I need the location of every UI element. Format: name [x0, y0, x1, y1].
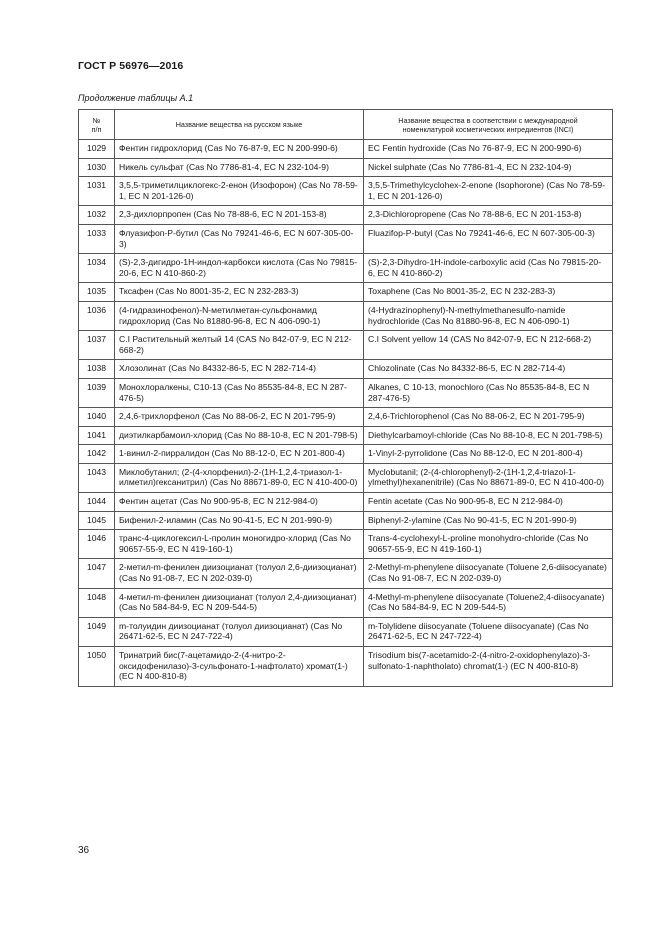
table-row: [79, 463, 613, 492]
row-inci-name: 1-Vinyl-2-pyrrolidone (Cas No 88-12-0, EC N 201-800-4): [364, 445, 613, 464]
row-number: 1048: [79, 588, 115, 617]
row-russian-name: Хлозолинат (Cas No 84332-86-5, EC N 282-714-4): [115, 360, 364, 379]
table-row: [79, 559, 613, 588]
table-row: [79, 206, 613, 225]
row-russian-name: 3,5,5-триметилциклогекс-2-енон (Изофорон) (Cas No 78-59-1, EC N 201-126-0): [115, 177, 364, 206]
row-russian-name: m-толуидин диизоцианат (толуол диизоцианат) (Cas No 26471-62-5, EC N 247-722-4): [115, 617, 364, 646]
row-inci-name: Myclobutanil; (2-(4-chlorophenyl)-2-(1H-1,2,4-triazol-1-ylmethyl)hexanenitrile) (Cas No 88671-89-0, EC N 410-400-0): [364, 463, 613, 492]
document-header: ГОСТ Р 56976—2016: [78, 60, 184, 72]
table-row: [79, 588, 613, 617]
row-inci-name: 2,3-Dichloropropene (Cas No 78-88-6, EC N 201-153-8): [364, 206, 613, 225]
row-number: 1049: [79, 617, 115, 646]
table-row: [79, 530, 613, 559]
row-inci-name: Fentin acetate (Cas No 900-95-8, EC N 212-984-0): [364, 493, 613, 512]
row-inci-name: Alkanes, C 10-13, monochloro (Cas No 85535-84-8, EC N 287-476-5): [364, 378, 613, 407]
page-number: 36: [78, 845, 90, 856]
row-number: 1034: [79, 254, 115, 283]
row-number: 1039: [79, 378, 115, 407]
header-number: № п/п: [79, 110, 115, 140]
substances-table: [78, 109, 613, 687]
row-russian-name: Флуазифоп-Р-бутил (Cas No 79241-46-6, EC N 607-305-00-3): [115, 224, 364, 253]
row-inci-name: 4-Methyl-m-phenylene diisocyanate (Toluene2,4-diisocyanate) (Cas No 584-84-9, EC N 209-544-5): [364, 588, 613, 617]
row-inci-name: Diethylcarbamoyl-chloride (Cas No 88-10-8, EC N 201-798-5): [364, 426, 613, 445]
row-number: 1037: [79, 331, 115, 360]
header-russian-name: Название вещества на русском языке: [115, 110, 364, 140]
row-inci-name: C.I Solvent yellow 14 (CAS No 842-07-9, EC N 212-668-2): [364, 331, 613, 360]
table-row: [79, 140, 613, 159]
table-row: [79, 426, 613, 445]
row-russian-name: Никель сульфат (Cas No 7786-81-4, EC N 232-104-9): [115, 158, 364, 177]
row-russian-name: 4-метил-m-фенилен диизоцианат (толуол 2,4-диизоцианат) (Cas No 584-84-9, EC N 209-544-5): [115, 588, 364, 617]
table-header-row: [79, 110, 613, 140]
row-russian-name: Фентин гидрохлорид (Cas No 76-87-9, EC N 200-990-6): [115, 140, 364, 159]
row-russian-name: диэтилкарбамоил-хлорид (Cas No 88-10-8, EC N 201-798-5): [115, 426, 364, 445]
row-number: 1040: [79, 408, 115, 427]
row-number: 1035: [79, 283, 115, 302]
row-inci-name: 2,4,6-Trichlorophenol (Cas No 88-06-2, EC N 201-795-9): [364, 408, 613, 427]
table-row: [79, 493, 613, 512]
table-row: [79, 177, 613, 206]
row-russian-name: Миклобутанил; (2-(4-хлорфенил)-2-(1Н-1,2,4-триазол-1-илметил)гексанитрил) (Cas No 88671-89-0, EC N 410-400-0): [115, 463, 364, 492]
row-inci-name: Trisodium bis(7-acetamido-2-(4-nitro-2-oxidophenylazo)-3-sulfonato-1-naphtholato) chromat(1-) (EC N 400-810-8): [364, 647, 613, 687]
row-number: 1031: [79, 177, 115, 206]
row-number: 1032: [79, 206, 115, 225]
row-russian-name: 2-метил-m-фенилен диизоцианат (толуол 2,6-диизоцианат) (Cas No 91-08-7, EC N 202-039-0): [115, 559, 364, 588]
row-number: 1043: [79, 463, 115, 492]
row-russian-name: (4-гидразинофенол)-N-метилметан-сульфонамид гидрохлорид (Cas No 81880-96-8, EC N 406-090-1): [115, 301, 364, 330]
row-number: 1042: [79, 445, 115, 464]
row-russian-name: 2,4,6-трихлорфенол (Cas No 88-06-2, EC N 201-795-9): [115, 408, 364, 427]
row-inci-name: Nickel sulphate (Cas No 7786-81-4, EC N 232-104-9): [364, 158, 613, 177]
table-row: [79, 301, 613, 330]
row-russian-name: 2,3-дихлорпропен (Cas No 78-88-6, EC N 201-153-8): [115, 206, 364, 225]
row-number: 1036: [79, 301, 115, 330]
row-russian-name: транс-4-циклогексил-L-пролин моногидро-хлорид (Cas No 90657-55-9, EC N 419-160-1): [115, 530, 364, 559]
row-number: 1044: [79, 493, 115, 512]
row-inci-name: (S)-2,3-Dihydro-1H-indole-carboxylic acid (Cas No 79815-20-6, EC N 410-860-2): [364, 254, 613, 283]
row-number: 1033: [79, 224, 115, 253]
row-inci-name: Chlozolinate (Cas No 84332-86-5, EC N 282-714-4): [364, 360, 613, 379]
table-row: [79, 283, 613, 302]
row-number: 1041: [79, 426, 115, 445]
row-inci-name: Toxaphene (Cas No 8001-35-2, EC N 232-283-3): [364, 283, 613, 302]
table-row: [79, 158, 613, 177]
row-russian-name: Монохлоралкены, C10-13 (Cas No 85535-84-8, EC N 287-476-5): [115, 378, 364, 407]
table-continuation-caption: Продолжение таблицы А.1: [78, 93, 194, 103]
row-inci-name: Fluazifop-P-butyl (Cas No 79241-46-6, EC N 607-305-00-3): [364, 224, 613, 253]
header-inci-name: Название вещества в соответствии с международной номенклатурой косметических ингредиентов (INCI): [364, 110, 613, 140]
table-row: [79, 511, 613, 530]
table-row: [79, 378, 613, 407]
table-row: [79, 254, 613, 283]
row-inci-name: EC Fentin hydroxide (Cas No 76-87-9, EC N 200-990-6): [364, 140, 613, 159]
row-number: 1030: [79, 158, 115, 177]
row-number: 1029: [79, 140, 115, 159]
row-number: 1038: [79, 360, 115, 379]
row-inci-name: Biphenyl-2-ylamine (Cas No 90-41-5, EC N 201-990-9): [364, 511, 613, 530]
row-russian-name: Фентин ацетат (Cas No 900-95-8, EC N 212-984-0): [115, 493, 364, 512]
table-row: [79, 331, 613, 360]
row-inci-name: Trans-4-cyclohexyl-L-proline monohydro-chloride (Cas No 90657-55-9, EC N 419-160-1): [364, 530, 613, 559]
row-inci-name: 3,5,5-Trimethylcyclohex-2-enone (Isophorone) (Cas No 78-59-1, EC N 201-126-0): [364, 177, 613, 206]
row-russian-name: (S)-2,3-дигидро-1H-индол-карбокси кислота (Cas No 79815-20-6, EC N 410-860-2): [115, 254, 364, 283]
table-row: [79, 445, 613, 464]
table-row: [79, 408, 613, 427]
row-number: 1047: [79, 559, 115, 588]
row-number: 1046: [79, 530, 115, 559]
row-russian-name: C.I Растительный желтый 14 (CAS No 842-07-9, EC N 212-668-2): [115, 331, 364, 360]
row-russian-name: Бифенил-2-иламин (Cas No 90-41-5, EC N 201-990-9): [115, 511, 364, 530]
row-inci-name: m-Tolylidene diisocyanate (Toluene diisocyanate) (Cas No 26471-62-5, EC N 247-722-4): [364, 617, 613, 646]
table-row: [79, 360, 613, 379]
row-russian-name: Тксафен (Cas No 8001-35-2, EC N 232-283-3): [115, 283, 364, 302]
table-row: [79, 224, 613, 253]
row-russian-name: 1-винил-2-пирралидон (Cas No 88-12-0, EC N 201-800-4): [115, 445, 364, 464]
row-number: 1050: [79, 647, 115, 687]
table-row: [79, 617, 613, 646]
row-inci-name: (4-Hydrazinophenyl)-N-methylmethanesulfo-namide hydrochloride (Cas No 81880-96-8, EC N 406-090-1): [364, 301, 613, 330]
table-row: [79, 647, 613, 687]
row-inci-name: 2-Methyl-m-phenylene diisocyanate (Toluene 2,6-diisocyanate) (Cas No 91-08-7, EC N 202-039-0): [364, 559, 613, 588]
row-russian-name: Тринатрий бис(7-ацетамидо-2-(4-нитро-2-оксидофенилазо)-3-сульфонато-1-нафтолато) хромат(1-) (EC N 400-810-8): [115, 647, 364, 687]
row-number: 1045: [79, 511, 115, 530]
